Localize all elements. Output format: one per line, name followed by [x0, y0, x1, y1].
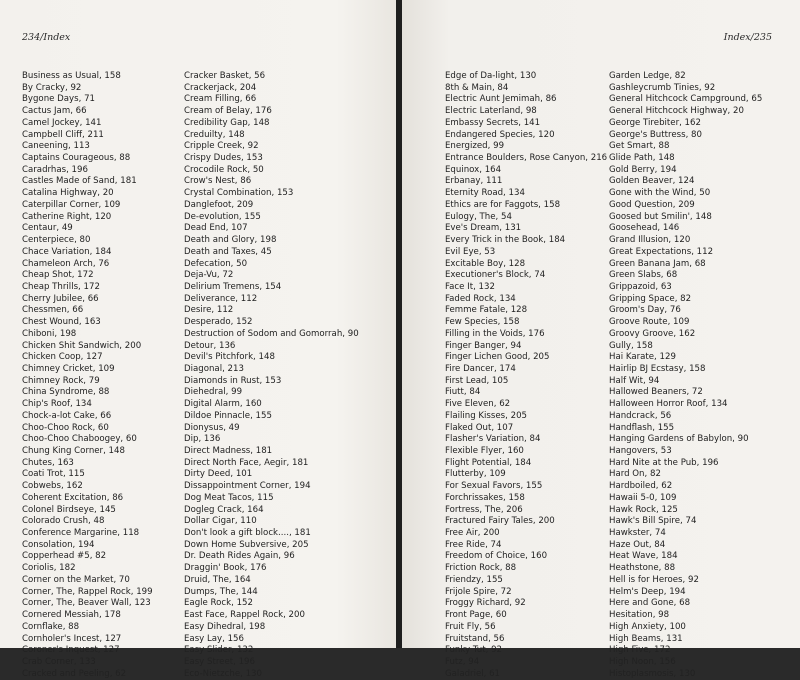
index-entry: Grippazoid, 63 — [609, 281, 672, 292]
index-entry: Crocodile Rock, 50 — [184, 164, 264, 175]
index-entry: Few Species, 158 — [445, 317, 520, 328]
index-entry: Business as Usual, 158 — [22, 71, 121, 81]
index-entry: Fiutt, 84 — [445, 387, 481, 398]
index-entry: Hawk's Bill Spire, 74 — [609, 516, 697, 527]
index-entry: Chimney Rock, 79 — [22, 375, 100, 386]
index-entry: Equinox, 164 — [445, 164, 502, 175]
index-entry: Frijole Spire, 72 — [445, 586, 512, 597]
index-entry: Hawaii 5-0, 109 — [609, 492, 677, 503]
index-entry: Edge of Da-light, 130 — [445, 71, 537, 81]
index-entry: Friendzy, 155 — [445, 574, 503, 585]
index-column-3 — [445, 71, 607, 680]
index-entry: Groove Route, 109 — [609, 317, 690, 328]
index-entry: Coriolis, 182 — [22, 563, 76, 574]
right-page — [402, 0, 800, 679]
index-entry: First Lead, 105 — [445, 375, 509, 386]
index-entry: China Syndrome, 88 — [22, 387, 110, 398]
index-entry: Copperhead #5, 82 — [22, 551, 107, 562]
index-entry: Garden Ledge, 82 — [609, 71, 686, 81]
index-entry: Freedom of Choice, 160 — [445, 551, 548, 562]
index-entry: Dumps, The, 144 — [184, 586, 258, 597]
index-entry: Face It, 132 — [445, 281, 495, 292]
index-entry: Down Home Subversive, 205 — [184, 539, 309, 550]
index-entry: Crispy Dudes, 153 — [184, 153, 263, 164]
index-entry: Easy Lay, 156 — [184, 633, 244, 644]
index-entry: Golden Beaver, 124 — [609, 176, 695, 187]
index-entry: Free Ride, 74 — [445, 539, 502, 550]
index-entry: High Beams, 131 — [609, 633, 683, 644]
index-entry: Destruction of Sodom and Gomorrah, 90 — [184, 328, 359, 339]
left-page-header: 234/Index — [22, 32, 71, 43]
index-entry: Campbell Cliff, 211 — [22, 129, 104, 140]
index-entry: Femme Fatale, 128 — [445, 305, 528, 316]
index-entry: Grand Illusion, 120 — [609, 235, 691, 246]
index-entry: Eulogy, The, 54 — [445, 211, 512, 222]
index-entry: Centerpiece, 80 — [22, 235, 91, 246]
index-entry: Diagonal, 213 — [184, 363, 244, 374]
index-entry: Flaked Out, 107 — [445, 422, 514, 433]
index-entry: Front Page, 60 — [445, 610, 507, 621]
index-entry: Faded Rock, 134 — [445, 293, 516, 304]
index-entry: Excitable Boy, 128 — [445, 258, 526, 269]
index-entry: Chutes, 163 — [22, 457, 74, 468]
index-entry: Flailing Kisses, 205 — [445, 410, 528, 421]
index-entry: Froggy Richard, 92 — [445, 598, 526, 609]
index-entry: Hairlip BJ Ecstasy, 158 — [609, 363, 706, 374]
index-entry: Dissappointment Corner, 194 — [184, 481, 311, 492]
index-entry: Electric Laterland, 98 — [445, 106, 537, 117]
index-entry: Fortress, The, 206 — [445, 504, 523, 515]
index-entry: Credibility Gap, 148 — [184, 117, 270, 128]
index-entry: George's Buttress, 80 — [609, 129, 702, 140]
index-entry: Desperado, 152 — [184, 317, 253, 328]
index-entry: Eco-Nietzche, 130 — [184, 668, 262, 679]
index-entry: Detour, 136 — [184, 340, 236, 351]
index-entry: Fire Dancer, 174 — [445, 363, 516, 374]
index-entry: Castles Made of Sand, 181 — [22, 176, 137, 187]
index-entry: Cripple Creek, 92 — [184, 141, 259, 152]
index-entry: General Hitchcock Highway, 20 — [609, 106, 744, 117]
index-entry: Hard Nite at the Pub, 196 — [609, 457, 719, 468]
index-entry: Dildoe Pinnacle, 155 — [184, 410, 272, 421]
index-entry: Flutterby, 109 — [445, 469, 506, 480]
index-entry: Hell is for Heroes, 92 — [609, 574, 699, 585]
index-column-4 — [609, 71, 762, 680]
index-entry: Coroner's Inquest, 127 — [22, 645, 120, 656]
index-entry: Futz, 94 — [445, 656, 480, 667]
index-entry: Helm's Deep, 194 — [609, 586, 686, 597]
index-entry: Chameleon Arch, 76 — [22, 258, 110, 269]
index-entry: Hesitation, 98 — [609, 610, 670, 621]
index-entry: Eternity Road, 134 — [445, 188, 525, 199]
index-entry: Eagle Rock, 152 — [184, 598, 253, 609]
index-entry: Coherent Excitation, 86 — [22, 492, 124, 503]
index-entry: Green Slabs, 68 — [609, 270, 678, 281]
index-entry: Evil Eye, 53 — [445, 246, 496, 257]
index-entry: Hardboiled, 62 — [609, 481, 673, 492]
index-entry: Five Eleven, 62 — [445, 399, 511, 410]
index-entry: Cornflake, 88 — [22, 621, 80, 632]
index-entry: Desire, 112 — [184, 305, 234, 316]
index-entry: Great Expectations, 112 — [609, 246, 714, 257]
index-entry: Hangovers, 53 — [609, 446, 672, 456]
index-entry: For Sexual Favors, 155 — [445, 481, 543, 492]
index-entry: De-evolution, 155 — [184, 211, 261, 222]
index-entry: Cherry Jubilee, 66 — [22, 293, 99, 304]
index-entry: Fruit Fly, 56 — [445, 621, 496, 632]
index-entry: Choo-Choo Chaboogey, 60 — [22, 434, 137, 445]
index-column-1 — [22, 71, 153, 680]
index-entry: Funky Tut, 92 — [445, 645, 503, 656]
index-entry: Captains Courageous, 88 — [22, 153, 131, 164]
index-entry: Delirium Tremens, 154 — [184, 281, 282, 292]
index-entry: Hawk Rock, 125 — [609, 504, 678, 515]
index-entry: Chicken Coop, 127 — [22, 352, 103, 363]
index-entry: Galadriel, 61 — [445, 668, 501, 679]
index-entry: Don't look a gift block...., 181 — [184, 528, 311, 539]
index-entry: Filling in the Voids, 176 — [445, 328, 545, 339]
index-entry: Finger Lichen Good, 205 — [445, 352, 550, 363]
index-entry: Gashleycrumb Tinies, 92 — [609, 82, 716, 93]
index-entry: Dirty Deed, 101 — [184, 469, 253, 480]
index-entry: Goosehead, 146 — [609, 223, 680, 234]
index-entry: Choo-Choo Rock, 60 — [22, 422, 109, 433]
index-entry: Crow's Nest, 86 — [184, 176, 252, 187]
index-entry: Deliverance, 112 — [184, 293, 258, 304]
index-entry: Dionysus, 49 — [184, 422, 240, 433]
index-entry: Defecation, 50 — [184, 258, 248, 269]
index-entry: Hanging Gardens of Babylon, 90 — [609, 434, 749, 445]
index-entry: Cobwebs, 162 — [22, 481, 83, 492]
index-entry: Heathstone, 88 — [609, 563, 676, 574]
index-entry: Gripping Space, 82 — [609, 293, 692, 304]
right-page-header: Index/235 — [723, 32, 772, 43]
index-entry: Colorado Crush, 48 — [22, 516, 105, 527]
index-entry: Goosed but Smilin', 148 — [609, 211, 712, 222]
index-column-2 — [184, 71, 359, 680]
index-entry: Chimney Cricket, 109 — [22, 363, 115, 374]
index-entry: Catalina Highway, 20 — [22, 188, 114, 199]
index-entry: Crackerjack, 204 — [184, 82, 257, 93]
index-entry: Druid, The, 164 — [184, 574, 251, 585]
index-entry: Danglefoot, 209 — [184, 199, 254, 210]
index-entry: Draggin' Book, 176 — [184, 563, 267, 574]
index-entry: Embassy Secrets, 141 — [445, 117, 541, 128]
index-entry: Colonel Birdseye, 145 — [22, 504, 116, 515]
index-entry: Cracker Basket, 56 — [184, 71, 266, 81]
index-entry: Flasher's Variation, 84 — [445, 434, 541, 445]
index-entry: Crab Corner, 133 — [22, 656, 96, 667]
index-entry: Good Question, 209 — [609, 199, 695, 210]
index-entry: Digital Alarm, 160 — [184, 399, 262, 410]
index-entry: Diamonds in Rust, 153 — [184, 375, 282, 386]
index-entry: Chicken Shit Sandwich, 200 — [22, 340, 142, 351]
index-entry: Centaur, 49 — [22, 223, 73, 234]
index-entry: Corner, The, Beaver Wall, 123 — [22, 598, 151, 609]
index-entry: Gully, 158 — [609, 340, 653, 351]
index-entry: Haze Out, 84 — [609, 539, 666, 550]
index-entry: Cream Filling, 66 — [184, 94, 257, 105]
index-entry: Histoplasmosis, 130 — [609, 668, 696, 679]
index-entry: Catherine Right, 120 — [22, 211, 112, 222]
index-entry: Endangered Species, 120 — [445, 129, 555, 140]
index-entry: Cactus Jam, 66 — [22, 106, 87, 117]
index-entry: Cornholer's Incest, 127 — [22, 633, 122, 644]
index-entry: Cheap Shot, 172 — [22, 270, 94, 281]
index-entry: Direct North Face, Aegir, 181 — [184, 457, 309, 468]
index-entry: 8th & Main, 84 — [445, 82, 509, 93]
index-entry: Chip's Roof, 134 — [22, 399, 92, 410]
index-entry: Gone with the Wind, 50 — [609, 188, 711, 199]
index-entry: Caterpillar Corner, 109 — [22, 199, 121, 210]
index-entry: Camel Jockey, 141 — [22, 117, 102, 128]
left-page — [0, 0, 396, 679]
index-entry: Death and Glory, 198 — [184, 235, 277, 246]
index-entry: Caradrhas, 196 — [22, 164, 88, 175]
index-entry: Devil's Pitchfork, 148 — [184, 352, 275, 363]
index-entry: Flight Potential, 184 — [445, 457, 532, 468]
index-entry: Cracked and Peeling, 62 — [22, 668, 127, 679]
index-entry: Dollar Cigar, 110 — [184, 516, 257, 527]
index-entry: Consolation, 194 — [22, 539, 95, 550]
index-entry: Every Trick in the Book, 184 — [445, 235, 566, 246]
index-entry: Friction Rock, 88 — [445, 563, 517, 574]
index-entry: Hard On, 82 — [609, 469, 661, 480]
index-entry: Ethics are for Faggots, 158 — [445, 199, 561, 210]
index-entry: Diehedral, 99 — [184, 387, 243, 398]
index-entry: Groom's Day, 76 — [609, 305, 681, 316]
index-entry: Here and Gone, 68 — [609, 598, 691, 609]
index-entry: Easy Street, 196 — [184, 656, 255, 667]
index-entry: Chock-a-lot Cake, 66 — [22, 410, 112, 421]
index-entry: Free Air, 200 — [445, 528, 500, 539]
index-entry: Handflash, 155 — [609, 422, 675, 433]
index-entry: Hai Karate, 129 — [609, 352, 676, 363]
index-entry: Heat Wave, 184 — [609, 551, 678, 562]
index-entry: Electric Aunt Jemimah, 86 — [445, 94, 557, 105]
index-entry: George Tirebiter, 162 — [609, 117, 701, 128]
index-entry: Half Wit, 94 — [609, 375, 660, 386]
index-entry: Dog Meat Tacos, 115 — [184, 492, 274, 503]
index-entry: Erbanay, 111 — [445, 176, 503, 187]
index-entry: Get Smart, 88 — [609, 141, 670, 152]
index-entry: Corner, The, Rappel Rock, 199 — [22, 586, 153, 597]
index-entry: Handcrack, 56 — [609, 410, 672, 421]
index-entry: Easy Dihedral, 198 — [184, 621, 266, 632]
index-entry: General Hitchcock Campground, 65 — [609, 94, 763, 105]
index-entry: Cornered Messiah, 178 — [22, 610, 121, 621]
index-entry: High Five, 172 — [609, 645, 671, 656]
index-entry: Easy Slider, 132 — [184, 645, 254, 656]
index-entry: Executioner's Block, 74 — [445, 270, 546, 281]
index-entry: Chiboni, 198 — [22, 328, 77, 339]
index-entry: Chessmen, 66 — [22, 305, 84, 316]
index-entry: Flexible Flyer, 160 — [445, 446, 524, 456]
index-entry: Corner on the Market, 70 — [22, 574, 130, 585]
index-entry: Cream of Belay, 176 — [184, 106, 272, 117]
index-entry: Entrance Boulders, Rose Canyon, 216 — [445, 153, 608, 164]
index-entry: Green Banana Jam, 68 — [609, 258, 706, 269]
index-entry: Finger Banger, 94 — [445, 340, 522, 351]
index-entry: Deja-Vu, 72 — [184, 270, 234, 281]
index-entry: Chest Wound, 163 — [22, 317, 101, 328]
index-entry: Fractured Fairy Tales, 200 — [445, 516, 555, 527]
index-entry: Dogleg Crack, 164 — [184, 504, 264, 515]
index-entry: Caneening, 113 — [22, 141, 90, 152]
index-entry: Coati Trot, 115 — [22, 469, 85, 480]
index-entry: Cheap Thrills, 172 — [22, 281, 100, 292]
index-entry: Dip, 136 — [184, 434, 221, 445]
index-entry: Halloween Horror Roof, 134 — [609, 399, 728, 410]
index-entry: Chung King Corner, 148 — [22, 446, 125, 456]
index-entry: Creduilty, 148 — [184, 129, 245, 140]
index-entry: Chace Variation, 184 — [22, 246, 112, 257]
index-entry: Hallowed Beaners, 72 — [609, 387, 703, 398]
index-entry: High Noon, 156 — [609, 656, 676, 667]
index-entry: By Cracky, 92 — [22, 82, 82, 93]
index-entry: Dr. Death Rides Again, 96 — [184, 551, 295, 562]
index-entry: Forchrissakes, 158 — [445, 492, 525, 503]
index-entry: High Anxiety, 100 — [609, 621, 686, 632]
index-entry: Conference Margarine, 118 — [22, 528, 140, 539]
index-entry: Groovy Groove, 162 — [609, 328, 696, 339]
index-entry: East Face, Rappel Rock, 200 — [184, 610, 305, 621]
index-entry: Gold Berry, 194 — [609, 164, 677, 175]
index-entry: Energized, 99 — [445, 141, 505, 152]
index-entry: Crystal Combination, 153 — [184, 188, 294, 199]
index-entry: Direct Madness, 181 — [184, 446, 273, 456]
index-entry: Glide Path, 148 — [609, 153, 675, 164]
index-entry: Bygone Days, 71 — [22, 94, 96, 105]
index-entry: Hawkster, 74 — [609, 528, 666, 539]
index-entry: Dead End, 107 — [184, 223, 248, 234]
index-entry: Death and Taxes, 45 — [184, 246, 272, 257]
index-entry: Eve's Dream, 131 — [445, 223, 522, 234]
index-entry: Fruitstand, 56 — [445, 633, 505, 644]
